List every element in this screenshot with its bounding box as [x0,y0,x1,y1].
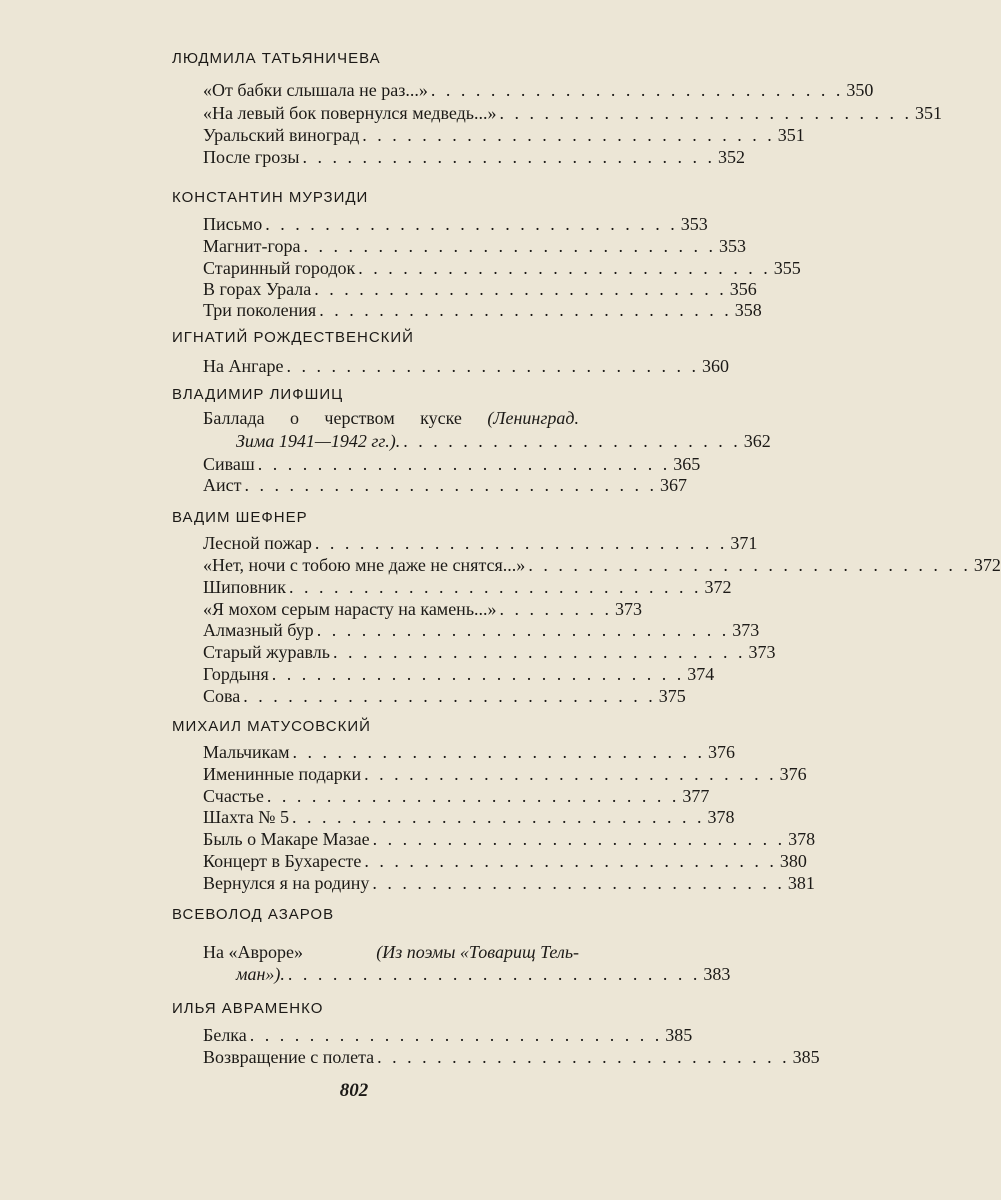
entry-title: Лесной пожар [203,533,312,553]
entry-title-word: черством [324,408,395,428]
leader-dots: . . . . . . . . [499,599,613,619]
author-heading: ВСЕВОЛОД АЗАРОВ [172,906,335,923]
author-heading: КОНСТАНТИН МУРЗИДИ [172,189,369,206]
leader-dots: . . . . . . . . . . . . . . . . . . . . . . . . . . . . [291,807,705,827]
toc-entry [203,555,1001,576]
toc-entry [203,786,710,807]
entry-title: «От бабки слышала не раз...» [203,80,428,100]
leader-dots: . . . . . . . . . . . . . . . . . . . . . . . . . . . . [364,851,777,871]
toc-entry [203,454,701,475]
entry-page: 378 [788,829,816,849]
entry-page: 373 [732,620,760,640]
entry-title: Именинные подарки [203,764,362,784]
toc-entry-line2 [236,431,771,452]
entry-page: 362 [743,431,771,451]
author-heading: ВАДИМ ШЕФНЕР [172,509,308,526]
entry-page: 383 [703,964,731,984]
entry-title: Старинный городок [203,258,356,278]
toc-entry [203,642,776,663]
entry-title-word: куске [420,408,462,428]
toc-entry-line1 [203,408,579,429]
leader-dots: . . . . . . . . . . . . . . . . . . . . . . . . . . . . [314,533,728,553]
entry-subtitle: (Из поэмы «Товарищ Тель- [376,942,579,962]
author-heading: ВЛАДИМИР ЛИФШИЦ [172,386,344,403]
toc-entry [203,764,807,785]
entry-page: 380 [779,851,807,871]
leader-dots: . . . . . . . . . . . . . . . . . . . . . . . . . . . . [302,147,715,167]
entry-title: «Нет, ночи с тобою мне даже не снятся...» [203,555,526,575]
toc-entry [203,829,816,850]
entry-title: Быль о Макаре Мазае [203,829,370,849]
leader-dots: . . . . . . . . . . . . . . . . . . . . . . . . . . . . [314,279,727,299]
entry-page: 372 [973,555,1001,575]
entry-page: 358 [734,300,762,320]
entry-page: 355 [773,258,801,278]
leader-dots: . . . . . . . . . . . . . . . . . . . . . . . . . . . . [364,764,777,784]
toc-entry [203,214,708,235]
toc-entry [203,147,745,168]
toc-entry-line2 [236,964,731,985]
leader-dots: . . . . . . . . . . . . . . . . . . . . . . . . . . . . [271,664,685,684]
entry-page: 351 [915,103,943,123]
leader-dots: . . . . . . . . . . . . . . . . . . . . . . . . . . . . [499,103,913,123]
entry-title: Сова [203,686,241,706]
entry-subtitle: ман»). [236,964,285,984]
leader-dots: . . . . . . . . . . . . . . . . . . . . . . . . . . . . [332,642,746,662]
leader-dots: . . . . . . . . . . . . . . . . . . . . . . . . . . . . [372,873,785,893]
entry-title: Возвращение с полета [203,1047,375,1067]
toc-entry [203,103,943,124]
leader-dots: . . . . . . . . . . . . . . . . . . . . . . . . . . . . [303,236,716,256]
entry-title: «На левый бок повернулся медведь...» [203,103,497,123]
entry-title: Магнит-гора [203,236,301,256]
entry-page: 367 [660,475,687,495]
leader-dots: . . . . . . . . . . . . . . . . . . . . . . . [403,431,741,451]
entry-page: 375 [658,686,686,706]
entry-title: На «Авроре» [203,942,303,962]
toc-entry [203,236,746,257]
leader-dots: . . . . . . . . . . . . . . . . . . . . . . . . . . . . [286,356,699,376]
leader-dots: . . . . . . . . . . . . . . . . . . . . . . . . . . . . . . [528,555,971,575]
entry-title: Счастье [203,786,264,806]
entry-subtitle: Зима 1941—1942 гг.). [236,431,401,451]
toc-entry [203,620,760,641]
entry-page: 352 [718,147,745,167]
entry-page: 373 [615,599,643,619]
leader-dots: . . . . . . . . . . . . . . . . . . . . . . . . . . . . [249,1025,663,1045]
entry-title-word: о [290,408,299,428]
toc-entry [203,742,736,763]
leader-dots: . . . . . . . . . . . . . . . . . . . . . . . . . . . . [243,686,656,706]
entry-page: 371 [730,533,758,553]
entry-title-word: Баллада [203,408,265,428]
toc-entry [203,533,758,554]
leader-dots: . . . . . . . . . . . . . . . . . . . . . . . . . . . . [377,1047,790,1067]
entry-title: После грозы [203,147,300,167]
toc-entry [203,686,686,707]
toc-entry [203,807,735,828]
leader-dots: . . . . . . . . . . . . . . . . . . . . . . . . . . . . [362,125,775,145]
toc-entry [203,80,874,101]
toc-entry [203,577,732,598]
entry-title: Белка [203,1025,247,1045]
leader-dots: . . . . . . . . . . . . . . . . . . . . . . . . . . . . [287,964,701,984]
entry-page: 353 [680,214,708,234]
leader-dots: . . . . . . . . . . . . . . . . . . . . . . . . . . . . [257,454,671,474]
entry-title: «Я мохом серым нарасту на камень...» [203,599,497,619]
entry-page: 353 [718,236,746,256]
entry-title: Сиваш [203,454,255,474]
entry-page: 372 [704,577,732,597]
entry-page: 385 [665,1025,693,1045]
entry-title: Старый журавль [203,642,330,662]
entry-title: Три поколения [203,300,317,320]
entry-page: 351 [777,125,805,145]
author-heading: ЛЮДМИЛА ТАТЬЯНИЧЕВА [172,50,381,67]
leader-dots: . . . . . . . . . . . . . . . . . . . . . . . . . . . . [288,577,702,597]
leader-dots: . . . . . . . . . . . . . . . . . . . . . . . . . . . . [430,80,844,100]
entry-title: В горах Урала [203,279,312,299]
entry-title: Концерт в Бухаресте [203,851,362,871]
entry-page: 381 [787,873,815,893]
leader-dots: . . . . . . . . . . . . . . . . . . . . . . . . . . . . [372,829,786,849]
author-heading: ИЛЬЯ АВРАМЕНКО [172,1000,324,1017]
entry-title: Гордыня [203,664,269,684]
toc-entry [203,599,643,620]
entry-title: Шиповник [203,577,286,597]
toc-entry [203,873,815,894]
entry-page: 365 [673,454,701,474]
toc-entry [203,300,762,321]
toc-entry [203,356,729,377]
leader-dots: . . . . . . . . . . . . . . . . . . . . . . . . . . . . [319,300,732,320]
entry-page: 376 [779,764,807,784]
toc-entry-line1 [203,942,579,963]
entry-title: Уральский виноград [203,125,360,145]
leader-dots: . . . . . . . . . . . . . . . . . . . . . . . . . . . . [292,742,706,762]
entry-page: 385 [792,1047,820,1067]
entry-page: 373 [748,642,776,662]
entry-page: 378 [707,807,735,827]
entry-title: На Ангаре [203,356,284,376]
toc-entry [203,475,687,496]
page-number: 802 [339,1080,369,1101]
toc-entry [203,1047,820,1068]
toc-entry [203,279,757,300]
entry-title: Мальчикам [203,742,290,762]
toc-entry [203,1025,693,1046]
entry-page: 377 [682,786,710,806]
author-heading: ИГНАТИЙ РОЖДЕСТВЕНСКИЙ [172,329,414,346]
entry-title: Шахта № 5 [203,807,289,827]
entry-title: Письмо [203,214,263,234]
toc-entry [203,664,715,685]
entry-subtitle: (Ленинград. [487,408,579,428]
entry-page: 356 [729,279,757,299]
leader-dots: . . . . . . . . . . . . . . . . . . . . . . . . . . . . [266,786,680,806]
leader-dots: . . . . . . . . . . . . . . . . . . . . . . . . . . . . [265,214,678,234]
entry-page: 376 [708,742,736,762]
entry-page: 374 [687,664,715,684]
leader-dots: . . . . . . . . . . . . . . . . . . . . . . . . . . . . [358,258,771,278]
toc-entry [203,258,801,279]
leader-dots: . . . . . . . . . . . . . . . . . . . . . . . . . . . . [316,620,730,640]
entry-page: 360 [701,356,729,376]
toc-entry [203,851,807,872]
entry-title: Вернулся я на родину [203,873,370,893]
author-heading: МИХАИЛ МАТУСОВСКИЙ [172,718,371,735]
entry-title: Аист [203,475,242,495]
entry-page: 350 [846,80,874,100]
entry-title: Алмазный бур [203,620,314,640]
toc-entry [203,125,805,146]
leader-dots: . . . . . . . . . . . . . . . . . . . . . . . . . . . . [244,475,657,495]
